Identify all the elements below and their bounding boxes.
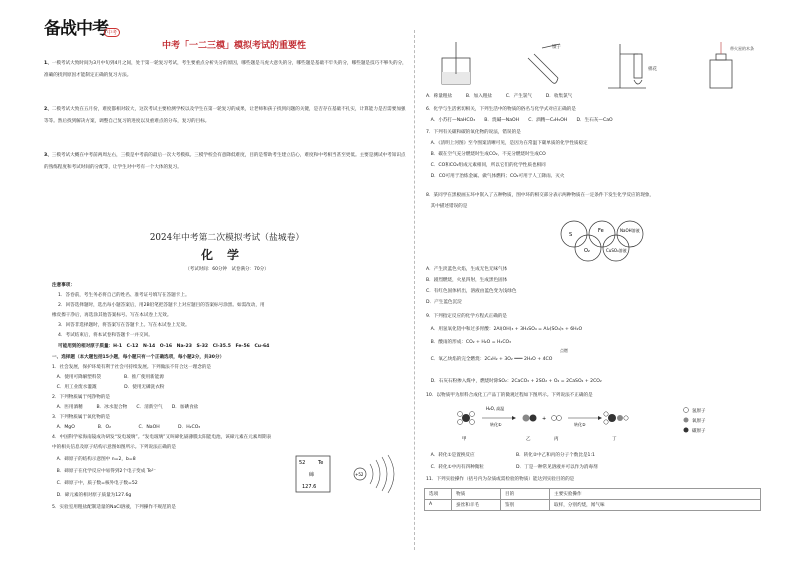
molecule-yi: [523, 415, 537, 422]
label-yi: 乙: [526, 437, 531, 442]
ring-label: Fe: [598, 228, 604, 234]
q5-apparatus-illustration: [420, 40, 766, 92]
label-ding: 丁: [612, 437, 617, 442]
step1-label: 转化①: [490, 422, 502, 427]
exam-title: 2024年中考第二次模拟考试（盐城卷）: [149, 233, 305, 243]
headline: 中考「一二三模」模拟考试的重要性: [162, 41, 307, 51]
ring-label: NaOH溶液: [620, 228, 640, 233]
q8-option-c: C．有红色固体析出，溶液由蓝色变为浅绿色: [426, 289, 517, 294]
q2-stem: 2．下列物质属于纯净物的是: [52, 395, 111, 400]
note-line: 橡皮擦干净后，再选涂其他答案标号。写在本试卷上无效。: [52, 313, 172, 318]
q10-options-cd: C．转化①中丙有四种微粒 D．丁是一种常见溶液并可以作为消毒剂: [426, 465, 598, 470]
q5-stem: 5．实验室用粗盐配制适量的NaCl溶液，下列操作不规范的是: [52, 505, 176, 510]
q4-option-b: B．碲原子在化学反应中易得到2个电子变成 Te²⁻: [52, 469, 156, 474]
table-cell: A: [424, 499, 452, 511]
nucleus-charge: +52: [355, 472, 364, 477]
q6-options: A．小苏打—NaHCO₃ B．烧碱—NaOH C．酒精—C₂H₅OH D．生石灰—CaO: [426, 118, 613, 123]
intro-lead: 1、: [44, 61, 52, 66]
step2-label: 转化②: [574, 422, 586, 427]
logo-tag: 中考: [104, 28, 120, 37]
h2o-condition: H₂O, 高温: [486, 406, 505, 411]
ring-label: CuSO₄溶液: [606, 248, 627, 253]
q7-option-a: A．《清明上河图》至今图案清晰可见，是因为在常温下碳单质的化学性质稳定: [426, 141, 588, 146]
table-cell: 鉴别: [500, 499, 550, 511]
q7-option-c: C．CO和CO₂组成元素相同，所以它们的化学性质也相同: [426, 163, 546, 168]
legend-hydrogen: 氢原子: [692, 409, 706, 414]
note-line: 4．考试结束后，将本试卷和答题卡一并交回。: [58, 333, 153, 338]
atomic-masses: 可能用到的相对原子质量：H-1 C-12 N-14 O-16 Na-23 S-32 Cl-35.5 Fe-56 Cu-64: [58, 344, 270, 349]
intro-lead: 3、: [44, 153, 52, 158]
table-header: 主要实验操作: [549, 488, 761, 500]
table-header: 物质: [451, 488, 501, 500]
q6-stem: 6．化学与生活密切相关，下列生活中的物质的俗名与化学式对应正确的是: [426, 107, 576, 112]
molecule-jia: [458, 412, 475, 425]
gas-bottle-icon: [710, 42, 732, 88]
q7-stem: 7．下列有关碳和碳的氧化物的说法，错误的是: [426, 130, 521, 135]
legend: [684, 407, 706, 434]
section-one-heading: 一、选择题（本大题包括15小题，每小题只有一个正确选项，每小题2分，共30分）: [52, 355, 225, 360]
q8-stem-cont: 其中描述错误的是: [426, 204, 468, 209]
table-header: 目的: [500, 488, 550, 500]
q5-options: A．称量粗盐 B．加入粗盐 C．产生氯气 D．收集氯气: [426, 94, 573, 99]
label-bing: 丙: [554, 437, 559, 442]
q8-stem: 8．某同学在黑板画五环中嵌入了五种物质，图中环的相交部分表示两种物质在一定条件下发生化学反应的现象，: [426, 193, 655, 198]
q4-option-d: D．碲元素的相对原子质量为127.6g: [52, 493, 132, 498]
q3-stem: 3．下列物质属于氧化物的是: [52, 415, 111, 420]
molecule-ding: [604, 412, 628, 424]
q2-options: A．医用酒精 B．冰水混合物 C．清新空气 D．加碘食盐: [52, 405, 199, 410]
cotton-label: 棉花: [648, 67, 657, 72]
ring: [589, 221, 615, 247]
q1-stem: 1．社会发展，保护环境有利于社会可持续发展。下列做法不符合这一理念的是: [52, 365, 212, 370]
beaker-icon: [442, 42, 470, 84]
tweezers-label: 镊子: [552, 45, 561, 50]
q4-option-c: C．碲原子中，质子数=核外电子数=52: [52, 481, 138, 486]
q9-stem: 9．下列指定反应的化学方程式正确的是: [426, 314, 508, 319]
intro-paragraph-3: [44, 150, 410, 173]
q9-option-b: B．酸雨的形成：CO₂ + H₂O = H₂CO₃: [426, 340, 511, 345]
carbon-atom-icon: [684, 428, 689, 433]
oxygen-atom-icon: [684, 418, 689, 423]
tellurium-figure: [294, 452, 406, 498]
intro-lead: 2、: [44, 107, 52, 112]
exam-meta: （考试时间：60分钟 试卷满分：70分）: [185, 267, 269, 272]
element-symbol: Te: [318, 460, 324, 466]
note-line: 2．回答选择题时，选出每小题答案后，用2B铅笔把答题卡上对应题目的答案标号涂黑。如需改动，用: [58, 303, 265, 308]
intro-text: 三模考试大概在中考前两周左右，三模是中考前的最后一次大考模拟。三模学校会有意降低难度，目的是帮助考生建立信心，难度和中考相当甚至更低。主要是测试中考知识点的熟练程度和考试时间的分配等，让学生对中考有一个大体的复习。: [44, 153, 406, 170]
ring-label: O₂: [584, 248, 590, 254]
legend-carbon: 碳原子: [692, 429, 706, 434]
q1-options-cd: C．用工业废水灌溉 D．使用无磷洗衣粉: [52, 385, 165, 390]
q9-option-a: A．用氢氧化铝中和过多胃酸：2Al(OH)₃ + 3H₂SO₄ = Al₂(SO₄)₃ + 6H₂O: [426, 327, 583, 332]
stand-icon: [608, 44, 646, 88]
ring: [561, 221, 587, 247]
note-line: 3．回答非选择题时，将答案写在答题卡上。写在本试卷上无效。: [58, 323, 190, 328]
table-header: 选项: [424, 488, 452, 500]
svg-text:+: +: [542, 416, 547, 422]
intro-text: 一模考试大致时间为3月中旬到4月之间，处于第一轮复习考试，考生要重点分析失分的原因，哪些题是马虎大意失的分，哪些题是基础不牢失的分，哪些题是技巧不够失的分，准确的找到原因才能制定正确的复习方法。: [44, 61, 407, 78]
legend-oxygen: 氧原子: [692, 419, 706, 424]
notes-heading: 注意事项：: [52, 283, 75, 288]
logo-text: 备战中考: [44, 19, 108, 39]
exam-subject: 化学: [200, 248, 253, 262]
splint-label: 带火星的木条: [730, 46, 754, 51]
q4-stem-cont: 中的相关信息及原子结构示意图如图所示。下列说法正确的是: [52, 445, 177, 450]
atomic-mass: 127.6: [302, 484, 317, 490]
q11-stem: 11．下列实验操作（括号内为杂质或需检验的物质）能达到实验目的的是: [426, 477, 575, 482]
q8-option-b: B．剧烈燃烧，火星四射，生成黑色固体: [426, 278, 508, 283]
q9-condition: 点燃: [560, 348, 568, 353]
q10-stem: 10．以物质甲为原料合成化工产品丁的微观过程如下图所示。下列说法不正确的是: [426, 393, 593, 398]
q9-option-c: C．氧乙炔焰的完全燃烧：2C₂H₂ + 3O₂ ═══ 2H₂O + 4CO: [426, 357, 553, 362]
q7-option-d: D．CO可用于冶炼金属、做气体燃料；CO₂可用于人工降雨、灭火: [426, 174, 565, 179]
q10-options-ab: A．转化①是置换反应 B．转化②中乙和丙的分子个数比是1:1: [426, 453, 595, 458]
intro-paragraph-1: [44, 58, 410, 81]
five-rings-diagram: [556, 214, 676, 266]
table-cell: 取样，分别灼烧，闻气味: [549, 499, 761, 511]
molecule-bing: [552, 416, 562, 421]
table-cell: 蚕丝和羊毛: [451, 499, 501, 511]
q1-options-ab: A．使用可降解塑料袋 B．推广使用新能源: [52, 375, 164, 380]
ring: [617, 221, 643, 247]
label-jia: 甲: [462, 437, 467, 442]
brand-logo: [44, 14, 132, 42]
q3-options: A．MgO B．O₂ C．NaOH D．H₂CO₃: [52, 425, 201, 430]
q10-reaction-diagram: [450, 402, 750, 446]
element-name: 碲: [309, 472, 315, 478]
q4-stem: 4．中国科学家海南镜成功研发“发电玻璃”。“发电玻璃”又叫碲化镉薄膜太阳能电池，该碲元素在元素周期表: [52, 435, 272, 440]
q4-option-a: A．碲原子的结构示意图中 n=2，b=8: [52, 457, 136, 462]
note-line: 1．答卷前，考生务必将自己的姓名、准考证号填写在答题卡上。: [58, 293, 190, 298]
intro-text: 二模考试大致在五月份，难度都相对较大，这次考试主要检测学校以及学生在第一轮复习的成果，让老师和孩子找到问题的关键，是否存在基础不扎实，计算能力是否需要加强等等。然后找到解决方案，调整自己复习的进度以及重难点的分布，复习的目标。: [44, 107, 406, 124]
q7-option-b: B．碳在空气充分燃烧时生成CO₂，不充分燃烧时生成CO: [426, 152, 546, 157]
q8-option-d: D．产生蓝色沉淀: [426, 300, 462, 305]
column-divider: [414, 30, 415, 550]
q9-option-d: D．石灰石粉掺入煤中，燃烧时除SO₂：2CaCO₃ + 2SO₂ + O₂ = 2CaSO₄ + 2CO₂: [426, 379, 602, 384]
intro-paragraph-2: [44, 104, 410, 127]
hydrogen-atom-icon: [684, 408, 689, 413]
q8-option-a: A．产生淡蓝色火焰，生成无色无味气体: [426, 267, 508, 272]
atomic-number: 52: [299, 460, 306, 466]
ring-label: S: [569, 232, 573, 238]
